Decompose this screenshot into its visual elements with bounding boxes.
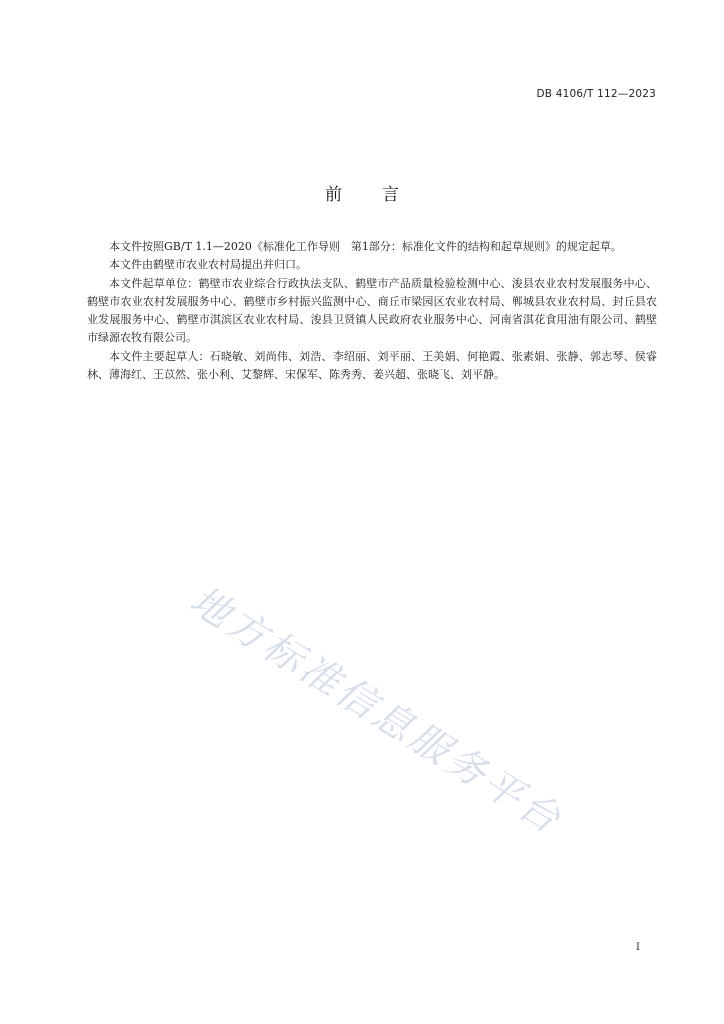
page-number: I [635, 941, 640, 953]
section-title: 前言 [325, 185, 439, 205]
watermark: 地方标准信息服务平台 [181, 577, 571, 844]
document-code: DB 4106/T 112—2023 [536, 88, 656, 100]
paragraph-drafting-units: 本文件起草单位：鹤壁市农业综合行政执法支队、鹤壁市产品质量检验检测中心、浚县农业农村发展服务中心、鹤壁市农业农村发展服务中心、鹤壁市乡村振兴监测中心、商丘市梁园区农业农村局、郸城县农业农村局、封丘县农业发展服务中心、鹤壁市淇滨区农业农村局、浚县卫贤镇人民政府农业服务中心、河南省淇花食用油有限公司、鹤壁市绿源农牧有限公司。 [87, 276, 657, 345]
foreword-body [87, 238, 657, 384]
paragraph-drafters: 本文件主要起草人：石晓敏、刘尚伟、刘浩、李绍丽、刘平丽、王美娟、何艳霞、张素娟、张静、郭志琴、侯睿林、薄海红、王苡然、张小利、艾黎辉、宋保军、陈秀秀、姜兴超、张晓飞、刘平静。 [87, 349, 657, 382]
paragraph-proposer: 本文件由鹤壁市农业农村局提出并归口。 [109, 258, 307, 272]
paragraph-drafting-basis: 本文件按照GB/T 1.1—2020《标准化工作导则 第1部分：标准化文件的结构和起草规则》的规定起草。 [109, 240, 622, 253]
